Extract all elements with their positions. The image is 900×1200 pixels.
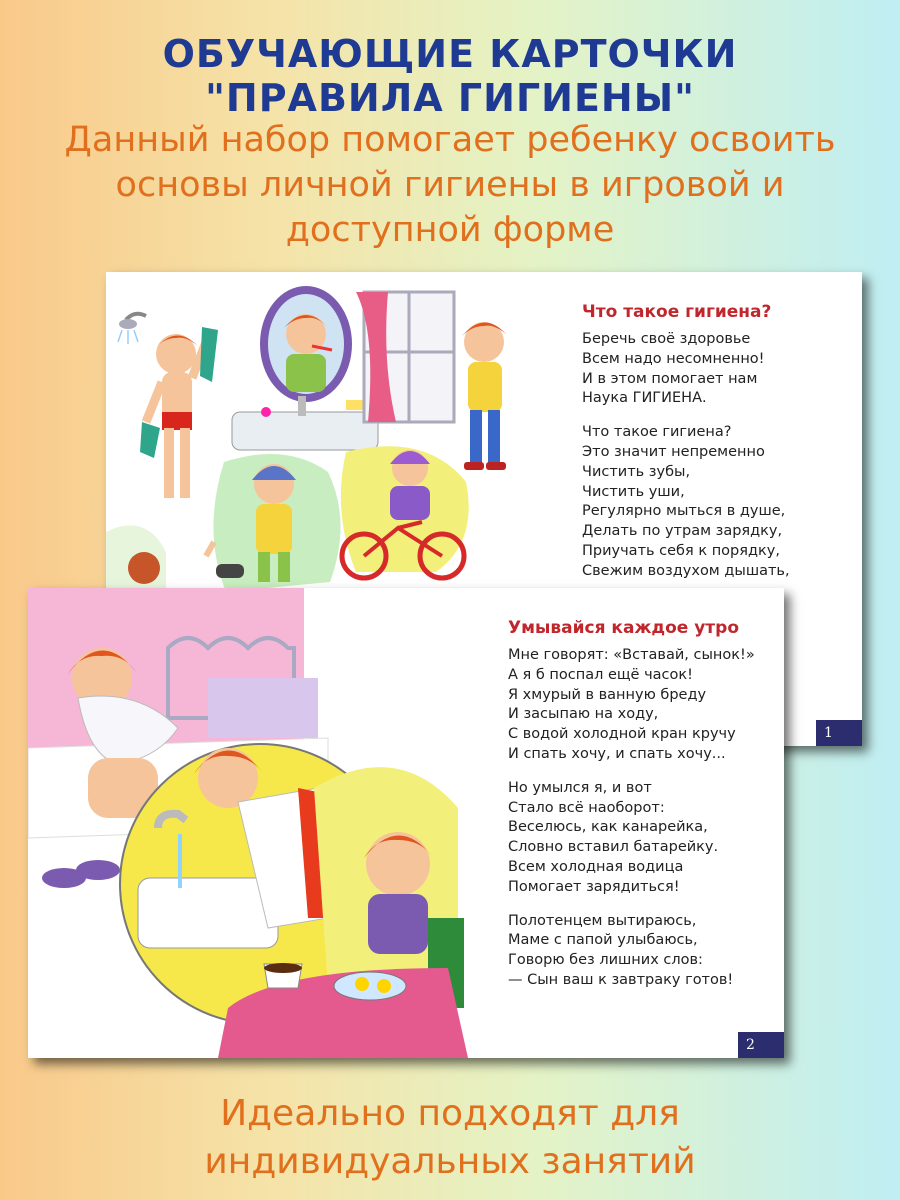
poem-stanza	[508, 646, 755, 765]
poem-line: И спать хочу, и спать хочу...	[508, 745, 726, 762]
poem-line: Мне говорят: «Вставай, сынок!»	[508, 647, 755, 663]
poem-line: Чистить зубы,	[582, 463, 691, 480]
morning-wash-illustration	[28, 588, 488, 1058]
poem-line: Говорю без лишних слов:	[508, 952, 703, 969]
poem-stanza	[508, 912, 755, 991]
poem-line: Полотенцем вытираюсь,	[508, 912, 697, 929]
title-line-2: "ПРАВИЛА ГИГИЕНЫ"	[205, 76, 695, 120]
poem-line: И в этом помогает нам	[582, 370, 758, 387]
poem-line: Регулярно мыться в душе,	[582, 503, 786, 520]
mirror-girl-figure	[232, 286, 378, 450]
poem-line: С водой холодной кран кручу	[508, 726, 736, 743]
card1-page-number: 1	[816, 720, 862, 746]
card1-poem	[582, 330, 790, 596]
title-line-1: ОБУЧАЮЩИЕ КАРТОЧКИ	[162, 32, 738, 76]
poem-line: Но умылся я, и вот	[508, 779, 652, 796]
poem-line: Наука ГИГИЕНА.	[582, 390, 707, 407]
shower-icon	[118, 314, 146, 344]
poem-line: Стало всё наоборот:	[508, 799, 665, 816]
subtitle-line-1: Данный набор помогает ребенку освоить	[64, 120, 836, 160]
poem-line: Это значит непременно	[582, 443, 765, 460]
poem-stanza	[582, 330, 790, 409]
subtitle-line-2: основы личной гигиены в игровой и	[115, 165, 785, 205]
footer-line-2: индивидуальных занятий	[204, 1141, 696, 1182]
poem-line: Делать по утрам зарядку,	[582, 523, 783, 540]
poem-line: Словно вставил батарейку.	[508, 839, 719, 856]
poem-line: Всем холодная водица	[508, 858, 684, 875]
poem-line: И засыпаю на ходу,	[508, 706, 659, 723]
card2-poem	[508, 646, 755, 1005]
page-title	[0, 32, 900, 120]
poem-line: Маме с папой улыбаюсь,	[508, 932, 698, 949]
footer	[40, 1090, 860, 1186]
poem-stanza	[582, 423, 790, 581]
poem-line: Что такое гигиена?	[582, 424, 732, 441]
poem-line: Веселюсь, как канарейка,	[508, 819, 708, 836]
poem-line: А я б поспал ещё часок!	[508, 666, 693, 683]
subtitle-line-3: доступной форме	[285, 210, 615, 250]
poem-line: Я хмурый в ванную бреду	[508, 686, 707, 703]
slippers-figure	[42, 860, 120, 888]
subtitle	[40, 118, 860, 253]
card-morning-wash	[28, 588, 784, 1058]
poem-line: — Сын ваш к завтраку готов!	[508, 971, 734, 988]
card2-title: Умывайся каждое утро	[508, 618, 739, 638]
card1-title: Что такое гигиена?	[582, 302, 772, 322]
card2-page-number: 2	[738, 1032, 784, 1058]
poem-line: Беречь своё здоровье	[582, 331, 751, 347]
poem-stanza	[508, 779, 755, 898]
poem-line: Помогает зарядиться!	[508, 878, 680, 895]
poem-line: Всем надо несомненно!	[582, 350, 765, 367]
poem-line: Приучать себя к порядку,	[582, 542, 780, 559]
boy-bike-figure	[341, 446, 469, 578]
window-figure	[356, 292, 454, 422]
boy-towel-figure	[140, 327, 218, 498]
poem-line: Чистить уши,	[582, 483, 685, 500]
poem-line: Свежим воздухом дышать,	[582, 562, 790, 579]
footer-line-1: Идеально подходят для	[220, 1093, 680, 1134]
boy-window-figure	[462, 322, 506, 470]
